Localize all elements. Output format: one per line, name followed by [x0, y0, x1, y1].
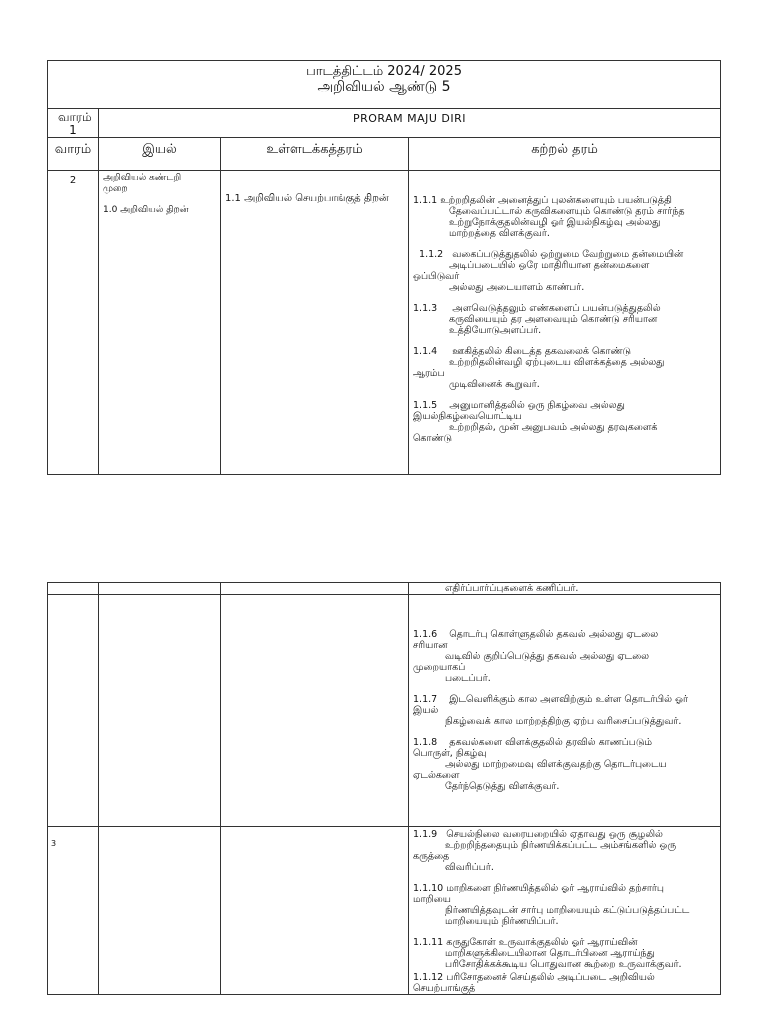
learning-standard-item: 1.1.3 அளவெடுத்தலும் எண்களைப் பயன்படுத்துதலில் கருவியையும் தர அளவையும் கொண்டு சரியான உத்தியோடுஅளப்பர். — [413, 303, 661, 336]
week-label-cell — [48, 109, 99, 138]
plan-title: பாடத்திட்டம் 2024/ 2025 — [306, 64, 462, 79]
learning-standard-item: 1.1.5 அனுமானித்தலில் ஒரு நிகழ்வை அல்லது இயல்நிகழ்வையொட்டிய உற்றறிதல், முன் அனுபவம் அல்லது தரவுகளைக் கொண்டு — [413, 400, 658, 444]
learning-standard-item: 1.1.8 தகவல்களை விளக்குதலில் தரவில் காணப்படும் பொருள், நிகழ்வு அல்லது மாற்றமைவு விளக்குவதற்கு தொடர்புடைய ஏடல்களை தேர்ந்தெடுத்து விளக்குவர். — [413, 737, 667, 792]
topic-sub: 1.0 அறிவியல் திறன் — [103, 205, 189, 215]
learning-standard-item: 1.1.4 ஊகித்தலில் கிடைத்த தகவலைக் கொண்டு உற்றறிதலின்வழி ஏற்புடைய விளக்கத்தை அல்லது ஆரம்ப முடிவினைக் கூறுவர். — [413, 346, 665, 390]
learning-standard-item: 1.1.6 தொடர்பு கொள்ளுதலில் தகவல் அல்லது ஏடலை சரியான வடிவில் குறிப்பெடுத்து தகவல் அல்லது ஏடலை முறையாகப் படைப்பர். — [413, 629, 659, 684]
content-standard-1-1: 1.1 அறிவியல் செயற்பாங்குத் திறன் — [225, 193, 389, 204]
learning-standards-list-1 — [409, 171, 721, 475]
continued-text: எதிர்ப்பார்ப்புகளைக் கணிப்பர். — [445, 583, 579, 594]
col-header-learning-standard: கற்றல் தரம் — [531, 142, 598, 157]
plan-subtitle: அறிவியல் ஆண்டு 5 — [317, 79, 451, 95]
learning-standard-item: 1.1.11 கருதுகோள் உருவாக்குதலில் ஓர் ஆராய்வின் மாறிகளுக்கிடையிலான தொடர்பினை ஆராய்ந்து பரிசோதிக்கக்கூடிய பொதுவான கூற்றை உருவாக்குவர். — [413, 937, 682, 970]
learning-standard-item: 1.1.10 மாறிகளை நிர்ணயித்தலில் ஓர் ஆராய்வில் தற்சார்பு மாறியை நிர்ணயித்தவுடன் சார்பு மாறியையும் கட்டுப்படுத்தப்பட்ட மாறியையும் நிர்ணயிப்பர். — [413, 883, 690, 927]
col-header-week: வாரம் — [54, 142, 92, 157]
learning-standard-item: 1.1.1 உற்றறிதலின் அனைத்துப் புலன்களையும் பயன்படுத்தி தேவைப்பட்டால் கருவிகளையும் கொண்டு தரம் சார்ந்த உற்றுநோக்குதலின்வழி ஓர் இயல்நிகழ்வு அல்லது மாற்றத்தை விளக்குவர். — [413, 195, 685, 239]
plan-title-cell — [48, 61, 721, 109]
program-cell — [99, 109, 721, 138]
lesson-plan-table-page1 — [47, 60, 721, 475]
row-week-2: 2 — [69, 175, 77, 186]
learning-standard-item: 1.1.2 வகைப்படுத்துதலில் ஒற்றுமை வேற்றுமை தன்மையின் அடிப்படையில் ஒரே மாதிரியான தன்மைகளை ஒப்பிடுவர் அல்லது அடையாளம் காண்பர். — [413, 249, 684, 293]
learning-standards-list-2 — [409, 595, 721, 827]
learning-standards-list-3 — [409, 827, 721, 995]
col-header-topic: இயல் — [142, 142, 177, 157]
learning-standard-item: 1.1.7 இடவெளிக்கும் கால அளவிற்கும் உள்ள தொடர்பில் ஓர் இயல் நிகழ்வைக் கால மாற்றத்திற்கு ஏற்ப வரிசைப்படுத்துவர். — [413, 694, 688, 727]
week-1-label: வாரம் 1 — [58, 110, 92, 137]
program-name: PRORAM MAJU DIRI — [352, 112, 467, 125]
col-header-content-standard: உள்ளடக்கத்தரம் — [266, 142, 363, 157]
lesson-plan-table-page2 — [47, 582, 721, 995]
topic-title: அறிவியல் கண்டறி முறை — [103, 173, 182, 194]
learning-standard-item: 1.1.9 செயல்நிலை வரையறையில் ஏதாவது ஒரு சூழலில் உற்றறிந்ததையும் நிர்ணயிக்கப்பட்ட அம்சங்களில் ஒரு கருத்தை விவரிப்பர். — [413, 829, 677, 873]
row-week-3: 3 — [51, 839, 57, 848]
learning-standard-item: 1.1.12 பரிசோதனைச் செய்தலில் அடிப்படை அறிவியல் செயற்பாங்குத் — [413, 972, 655, 994]
